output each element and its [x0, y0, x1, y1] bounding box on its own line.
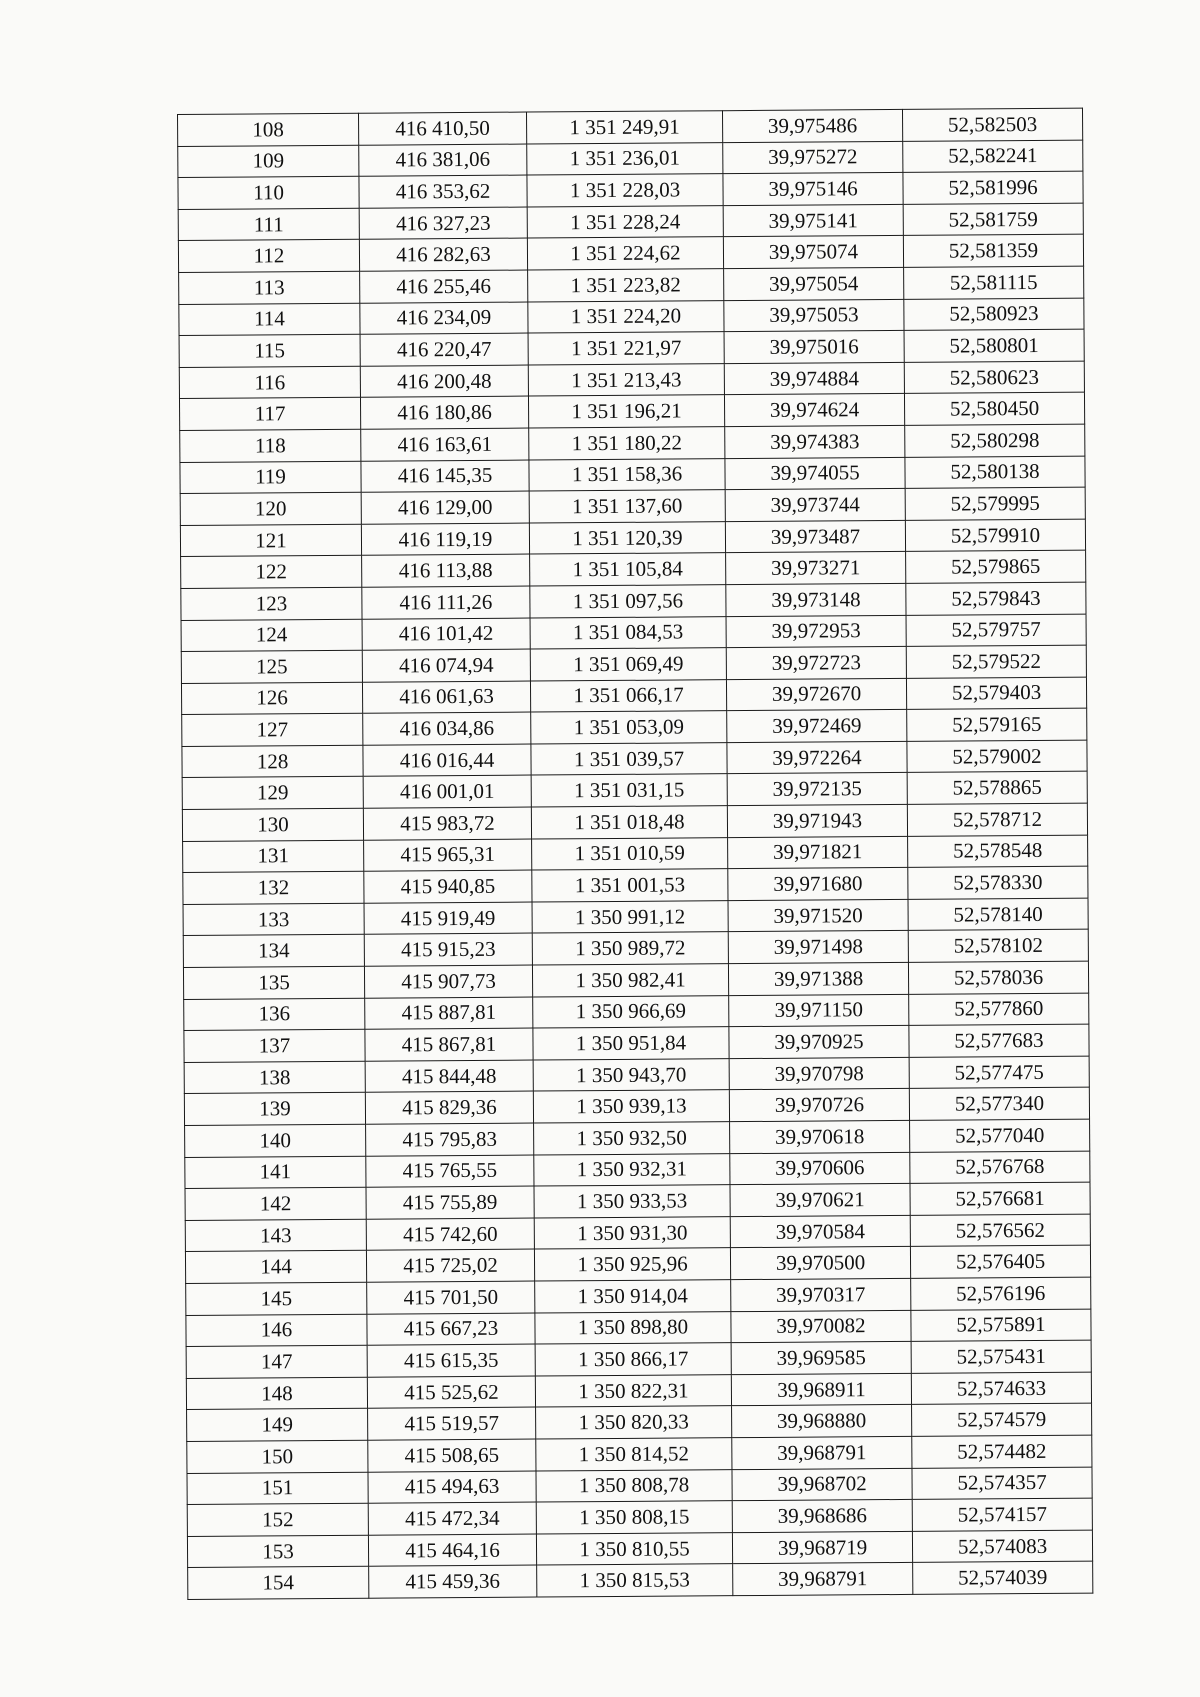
longitude-cell: 39,971943	[727, 804, 907, 837]
y-coordinate-cell: 1 351 120,39	[529, 521, 725, 554]
latitude-cell: 52,581759	[903, 203, 1083, 236]
y-coordinate-cell: 1 351 105,84	[530, 553, 726, 586]
y-coordinate-cell: 1 351 010,59	[532, 837, 728, 870]
point-number-cell: 151	[187, 1472, 368, 1505]
point-number-cell: 114	[179, 303, 360, 336]
latitude-cell: 52,577860	[909, 993, 1089, 1026]
longitude-cell: 39,970584	[730, 1215, 910, 1248]
y-coordinate-cell: 1 351 196,21	[528, 395, 724, 428]
y-coordinate-cell: 1 350 914,04	[535, 1280, 731, 1313]
y-coordinate-cell: 1 350 966,69	[533, 995, 729, 1028]
point-number-cell: 145	[186, 1282, 367, 1315]
longitude-cell: 39,971680	[728, 868, 908, 901]
point-number-cell: 124	[181, 619, 362, 652]
longitude-cell: 39,973744	[725, 489, 905, 522]
point-number-cell: 140	[185, 1124, 366, 1157]
point-number-cell: 125	[181, 650, 362, 683]
point-number-cell: 112	[178, 240, 359, 273]
latitude-cell: 52,579522	[906, 645, 1086, 678]
y-coordinate-cell: 1 350 822,31	[535, 1374, 731, 1407]
point-number-cell: 108	[178, 113, 359, 146]
point-number-cell: 150	[187, 1440, 368, 1473]
latitude-cell: 52,578036	[908, 961, 1088, 994]
point-number-cell: 128	[182, 745, 363, 778]
point-number-cell: 132	[183, 871, 364, 904]
y-coordinate-cell: 1 351 097,56	[530, 585, 726, 618]
latitude-cell: 52,574579	[912, 1403, 1092, 1436]
longitude-cell: 39,972953	[726, 615, 906, 648]
y-coordinate-cell: 1 351 137,60	[529, 490, 725, 523]
longitude-cell: 39,972723	[726, 647, 906, 680]
latitude-cell: 52,578548	[908, 835, 1088, 868]
point-number-cell: 138	[184, 1061, 365, 1094]
x-coordinate-cell: 415 844,48	[365, 1060, 533, 1093]
x-coordinate-cell: 416 255,46	[360, 270, 528, 303]
latitude-cell: 52,581996	[903, 171, 1083, 204]
x-coordinate-cell: 415 907,73	[364, 965, 532, 998]
latitude-cell: 52,574357	[912, 1467, 1092, 1500]
x-coordinate-cell: 415 867,81	[365, 1028, 533, 1061]
latitude-cell: 52,579995	[905, 487, 1085, 520]
latitude-cell: 52,577340	[909, 1088, 1089, 1121]
latitude-cell: 52,574633	[911, 1372, 1091, 1405]
y-coordinate-cell: 1 350 943,70	[533, 1058, 729, 1091]
y-coordinate-cell: 1 350 925,96	[534, 1248, 730, 1281]
point-number-cell: 120	[180, 492, 361, 525]
longitude-cell: 39,975074	[723, 236, 903, 269]
longitude-cell: 39,975053	[724, 299, 904, 332]
x-coordinate-cell: 415 459,36	[369, 1565, 537, 1598]
longitude-cell: 39,970798	[729, 1057, 909, 1090]
x-coordinate-cell: 416 180,86	[360, 396, 528, 429]
x-coordinate-cell: 416 381,06	[359, 144, 527, 177]
x-coordinate-cell: 415 765,55	[366, 1155, 534, 1188]
coordinates-table	[177, 108, 1093, 1600]
point-number-cell: 110	[178, 176, 359, 209]
point-number-cell: 111	[178, 208, 359, 241]
latitude-cell: 52,576681	[910, 1182, 1090, 1215]
longitude-cell: 39,968702	[732, 1468, 912, 1501]
x-coordinate-cell: 415 494,63	[368, 1471, 536, 1504]
longitude-cell: 39,971150	[729, 994, 909, 1027]
longitude-cell: 39,974624	[724, 394, 904, 427]
x-coordinate-cell: 416 129,00	[361, 491, 529, 524]
y-coordinate-cell: 1 350 808,15	[536, 1501, 732, 1534]
y-coordinate-cell: 1 350 808,78	[536, 1469, 732, 1502]
latitude-cell: 52,577040	[910, 1119, 1090, 1152]
x-coordinate-cell: 415 795,83	[366, 1123, 534, 1156]
latitude-cell: 52,574039	[913, 1561, 1093, 1594]
y-coordinate-cell: 1 351 001,53	[532, 869, 728, 902]
point-number-cell: 121	[180, 524, 361, 557]
x-coordinate-cell: 416 074,94	[362, 649, 530, 682]
y-coordinate-cell: 1 350 820,33	[536, 1406, 732, 1439]
x-coordinate-cell: 416 200,48	[360, 365, 528, 398]
x-coordinate-cell: 416 234,09	[360, 302, 528, 335]
longitude-cell: 39,971821	[728, 836, 908, 869]
y-coordinate-cell: 1 350 982,41	[532, 964, 728, 997]
longitude-cell: 39,975141	[723, 204, 903, 237]
y-coordinate-cell: 1 350 866,17	[535, 1343, 731, 1376]
latitude-cell: 52,575431	[911, 1340, 1091, 1373]
x-coordinate-cell: 416 145,35	[361, 460, 529, 493]
y-coordinate-cell: 1 350 814,52	[536, 1438, 732, 1471]
longitude-cell: 39,974884	[724, 362, 904, 395]
latitude-cell: 52,574482	[912, 1435, 1092, 1468]
point-number-cell: 134	[183, 935, 364, 968]
point-number-cell: 123	[181, 587, 362, 620]
longitude-cell: 39,968911	[731, 1373, 911, 1406]
y-coordinate-cell: 1 351 236,01	[527, 142, 723, 175]
y-coordinate-cell: 1 351 228,24	[527, 205, 723, 238]
x-coordinate-cell: 416 001,01	[363, 776, 531, 809]
x-coordinate-cell: 416 101,42	[362, 618, 530, 651]
x-coordinate-cell: 415 983,72	[363, 807, 531, 840]
longitude-cell: 39,974383	[725, 425, 905, 458]
point-number-cell: 146	[186, 1314, 367, 1347]
point-number-cell: 139	[184, 1093, 365, 1126]
y-coordinate-cell: 1 350 931,30	[534, 1216, 730, 1249]
latitude-cell: 52,578102	[908, 930, 1088, 963]
longitude-cell: 39,970925	[729, 1026, 909, 1059]
y-coordinate-cell: 1 351 069,49	[530, 648, 726, 681]
y-coordinate-cell: 1 350 898,80	[535, 1311, 731, 1344]
longitude-cell: 39,973271	[726, 552, 906, 585]
point-number-cell: 144	[185, 1251, 366, 1284]
x-coordinate-cell: 415 742,60	[366, 1218, 534, 1251]
x-coordinate-cell: 415 701,50	[367, 1281, 535, 1314]
longitude-cell: 39,971388	[728, 962, 908, 995]
point-number-cell: 127	[182, 713, 363, 746]
point-number-cell: 136	[184, 998, 365, 1031]
point-number-cell: 135	[183, 966, 364, 999]
longitude-cell: 39,973487	[725, 520, 905, 553]
longitude-cell: 39,972469	[727, 710, 907, 743]
longitude-cell: 39,968880	[732, 1405, 912, 1438]
point-number-cell: 141	[185, 1156, 366, 1189]
point-number-cell: 115	[179, 334, 360, 367]
longitude-cell: 39,970621	[730, 1184, 910, 1217]
y-coordinate-cell: 1 350 933,53	[534, 1185, 730, 1218]
x-coordinate-cell: 416 016,44	[363, 744, 531, 777]
latitude-cell: 52,582241	[903, 140, 1083, 173]
latitude-cell: 52,576405	[910, 1246, 1090, 1279]
latitude-cell: 52,579910	[905, 519, 1085, 552]
latitude-cell: 52,581115	[904, 266, 1084, 299]
point-number-cell: 126	[181, 682, 362, 715]
longitude-cell: 39,975146	[723, 173, 903, 206]
x-coordinate-cell: 415 525,62	[367, 1376, 535, 1409]
point-number-cell: 153	[187, 1535, 368, 1568]
point-number-cell: 119	[180, 461, 361, 494]
longitude-cell: 39,969585	[731, 1342, 911, 1375]
point-number-cell: 116	[179, 366, 360, 399]
x-coordinate-cell: 416 034,86	[363, 712, 531, 745]
longitude-cell: 39,975272	[723, 141, 903, 174]
latitude-cell: 52,577683	[909, 1024, 1089, 1057]
y-coordinate-cell: 1 350 815,53	[537, 1564, 733, 1597]
longitude-cell: 39,970317	[731, 1278, 911, 1311]
point-number-cell: 133	[183, 903, 364, 936]
longitude-cell: 39,968686	[732, 1500, 912, 1533]
y-coordinate-cell: 1 350 939,13	[533, 1090, 729, 1123]
longitude-cell: 39,972670	[726, 678, 906, 711]
point-number-cell: 130	[182, 808, 363, 841]
longitude-cell: 39,972264	[727, 741, 907, 774]
point-number-cell: 118	[180, 429, 361, 462]
y-coordinate-cell: 1 351 031,15	[531, 774, 727, 807]
point-number-cell: 109	[178, 145, 359, 178]
longitude-cell: 39,973148	[726, 583, 906, 616]
latitude-cell: 52,574157	[912, 1498, 1092, 1531]
point-number-cell: 154	[188, 1567, 369, 1600]
point-number-cell: 152	[187, 1503, 368, 1536]
latitude-cell: 52,581359	[903, 235, 1083, 268]
latitude-cell: 52,579403	[906, 677, 1086, 710]
latitude-cell: 52,580298	[905, 424, 1085, 457]
y-coordinate-cell: 1 350 932,31	[534, 1153, 730, 1186]
point-number-cell: 137	[184, 1029, 365, 1062]
latitude-cell: 52,580623	[904, 361, 1084, 394]
latitude-cell: 52,580138	[905, 456, 1085, 489]
y-coordinate-cell: 1 350 951,84	[533, 1027, 729, 1060]
y-coordinate-cell: 1 351 213,43	[528, 363, 724, 396]
latitude-cell: 52,576196	[911, 1277, 1091, 1310]
x-coordinate-cell: 415 615,35	[367, 1344, 535, 1377]
x-coordinate-cell: 415 829,36	[365, 1091, 533, 1124]
latitude-cell: 52,580923	[904, 298, 1084, 331]
x-coordinate-cell: 415 887,81	[365, 997, 533, 1030]
latitude-cell: 52,578330	[908, 866, 1088, 899]
longitude-cell: 39,968791	[733, 1563, 913, 1596]
latitude-cell: 52,580450	[904, 393, 1084, 426]
x-coordinate-cell: 415 508,65	[368, 1439, 536, 1472]
x-coordinate-cell: 415 464,16	[368, 1534, 536, 1567]
latitude-cell: 52,577475	[909, 1056, 1089, 1089]
longitude-cell: 39,970726	[729, 1089, 909, 1122]
longitude-cell: 39,970082	[731, 1310, 911, 1343]
y-coordinate-cell: 1 351 180,22	[529, 427, 725, 460]
coordinates-table-body	[178, 108, 1093, 1599]
y-coordinate-cell: 1 350 991,12	[532, 901, 728, 934]
point-number-cell: 122	[181, 556, 362, 589]
longitude-cell: 39,975486	[722, 109, 902, 142]
x-coordinate-cell: 416 353,62	[359, 175, 527, 208]
x-coordinate-cell: 416 119,19	[361, 523, 529, 556]
latitude-cell: 52,579002	[907, 740, 1087, 773]
longitude-cell: 39,970618	[730, 1120, 910, 1153]
point-number-cell: 129	[182, 777, 363, 810]
y-coordinate-cell: 1 351 018,48	[531, 806, 727, 839]
longitude-cell: 39,971520	[728, 899, 908, 932]
latitude-cell: 52,574083	[912, 1530, 1092, 1563]
point-number-cell: 149	[187, 1409, 368, 1442]
table-row	[188, 1561, 1093, 1599]
latitude-cell: 52,579757	[906, 614, 1086, 647]
x-coordinate-cell: 416 163,61	[361, 428, 529, 461]
latitude-cell: 52,575891	[911, 1309, 1091, 1342]
longitude-cell: 39,968719	[732, 1531, 912, 1564]
x-coordinate-cell: 416 113,88	[362, 554, 530, 587]
point-number-cell: 147	[186, 1345, 367, 1378]
x-coordinate-cell: 415 472,34	[368, 1502, 536, 1535]
x-coordinate-cell: 416 220,47	[360, 333, 528, 366]
y-coordinate-cell: 1 351 053,09	[531, 711, 727, 744]
y-coordinate-cell: 1 350 810,55	[536, 1532, 732, 1565]
longitude-cell: 39,970606	[730, 1152, 910, 1185]
y-coordinate-cell: 1 351 223,82	[528, 269, 724, 302]
longitude-cell: 39,971498	[728, 931, 908, 964]
latitude-cell: 52,578712	[907, 803, 1087, 836]
y-coordinate-cell: 1 351 084,53	[530, 616, 726, 649]
latitude-cell: 52,578865	[907, 772, 1087, 805]
x-coordinate-cell: 415 725,02	[366, 1249, 534, 1282]
longitude-cell: 39,970500	[730, 1247, 910, 1280]
latitude-cell: 52,578140	[908, 898, 1088, 931]
point-number-cell: 117	[179, 398, 360, 431]
latitude-cell: 52,580801	[904, 329, 1084, 362]
point-number-cell: 142	[185, 1187, 366, 1220]
x-coordinate-cell: 415 919,49	[364, 902, 532, 935]
latitude-cell: 52,579865	[906, 550, 1086, 583]
y-coordinate-cell: 1 350 989,72	[532, 932, 728, 965]
x-coordinate-cell: 415 667,23	[367, 1313, 535, 1346]
x-coordinate-cell: 415 940,85	[364, 870, 532, 903]
y-coordinate-cell: 1 351 066,17	[530, 679, 726, 712]
longitude-cell: 39,975016	[724, 331, 904, 364]
x-coordinate-cell: 416 282,63	[359, 238, 527, 271]
x-coordinate-cell: 416 327,23	[359, 207, 527, 240]
longitude-cell: 39,974055	[725, 457, 905, 490]
y-coordinate-cell: 1 351 221,97	[528, 332, 724, 365]
x-coordinate-cell: 416 061,63	[362, 681, 530, 714]
x-coordinate-cell: 415 755,89	[366, 1186, 534, 1219]
y-coordinate-cell: 1 351 228,03	[527, 174, 723, 207]
point-number-cell: 131	[183, 840, 364, 873]
point-number-cell: 113	[179, 271, 360, 304]
y-coordinate-cell: 1 351 039,57	[531, 743, 727, 776]
latitude-cell: 52,576768	[910, 1151, 1090, 1184]
y-coordinate-cell: 1 351 249,91	[526, 111, 722, 144]
y-coordinate-cell: 1 350 932,50	[534, 1122, 730, 1155]
latitude-cell: 52,579843	[906, 582, 1086, 615]
latitude-cell: 52,576562	[910, 1214, 1090, 1247]
x-coordinate-cell: 415 519,57	[368, 1407, 536, 1440]
longitude-cell: 39,968791	[732, 1436, 912, 1469]
latitude-cell: 52,579165	[907, 708, 1087, 741]
y-coordinate-cell: 1 351 158,36	[529, 458, 725, 491]
x-coordinate-cell: 416 410,50	[358, 112, 526, 145]
x-coordinate-cell: 415 965,31	[364, 839, 532, 872]
point-number-cell: 148	[186, 1377, 367, 1410]
longitude-cell: 39,972135	[727, 773, 907, 806]
latitude-cell: 52,582503	[902, 108, 1082, 141]
y-coordinate-cell: 1 351 224,62	[527, 237, 723, 270]
x-coordinate-cell: 416 111,26	[362, 586, 530, 619]
y-coordinate-cell: 1 351 224,20	[528, 300, 724, 333]
longitude-cell: 39,975054	[724, 267, 904, 300]
x-coordinate-cell: 415 915,23	[364, 933, 532, 966]
point-number-cell: 143	[185, 1219, 366, 1252]
